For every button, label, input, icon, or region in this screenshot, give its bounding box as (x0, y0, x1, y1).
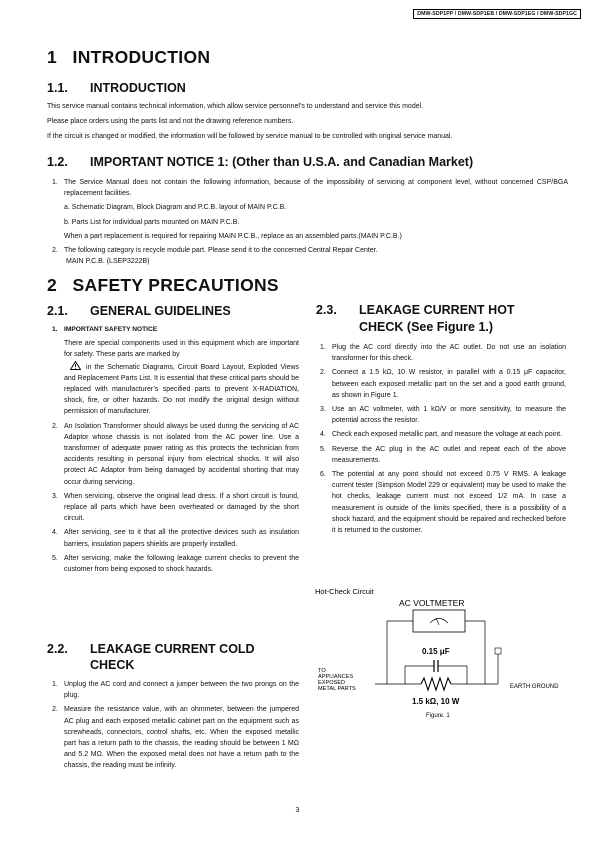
intro-paragraph-3: If the circuit is changed or modified, the information will be followed by service manual to be controlled with original service manual. (47, 133, 453, 140)
list-item: 4. After servicing, see to it that all the protective devices such as insulation barriers, insulation papers shields are properly installed. (52, 529, 299, 548)
list-subitem: MAIN P.C.B. (LSEP3222B) (66, 258, 150, 266)
appliance-label-line: APPLIANCES (318, 674, 354, 680)
guidelines-list (52, 324, 299, 575)
hot-check-circuit-diagram (313, 584, 583, 729)
resistor-zigzag (421, 678, 451, 690)
page-number: 3 (295, 807, 300, 814)
list-item: 2. Measure the resistance value, with an ohmmeter, between the jumpered AC plug and each exposed metallic cabinet part on the equipment such as screwheads, connectors, control shafts, etc. When the exposed metallic part has a return path to the chassis, the reading should be between 1 MΩ and 5.2 MΩ. When the exposed metal does not have a return path to the chassis, the reading must be infinity. (52, 706, 299, 770)
appliance-label-line: METAL PARTS (318, 686, 356, 692)
list-item: 1. The Service Manual does not contain the following information, because of the impossibility of servicing at component level, without concerned CSP/BGA replacement facilities. (52, 179, 568, 198)
appliance-label-line: TO (318, 668, 326, 674)
safety-notice-paragraph: There are special components used in this equipment which are important for safety. These parts are marked by in the Schematic Diagrams, Circuit Board Layout, Exploded Views and Replacement Parts List. It is essential that these critical parts should be replaced with manufacturer’s specified parts to prevent X-RADIATION, shock, fire, or other hazards. Do not modify the original design without permission of manufacturer. (64, 340, 299, 416)
subsection-2-1-heading: 2.1. GENERAL GUIDELINES (47, 304, 231, 318)
list-item: 2. Connect a 1.5 kΩ, 10 W resistor, in parallel with a 0.15 μF capacitor, between each exposed metallic part on the set and a good earth ground, as shown in Figure 1. (320, 369, 566, 399)
list-item: 2. The following category is recycle module part. Please send it to the concerned Central Repair Center. (52, 247, 378, 255)
section-number: 1 (47, 47, 58, 67)
capacitor-label: 0.15 μF (422, 647, 450, 656)
cold-check-list (52, 679, 299, 772)
list-item: 3. Use an AC voltmeter, with 1 kΩ/V or more sensitivity, to measure the potential across the resistor. (320, 406, 566, 425)
list-subitem: When a part replacement is required for repairing MAIN P.C.B., replace as an assembled parts.(MAIN P.C.B.) (64, 232, 402, 240)
intro-paragraph-1: This service manual contains technical information, which allow service personnel’s to understand and service this model. (47, 103, 424, 110)
list-item: 1. Plug the AC cord directly into the AC outlet. Do not use an isolation transformer for this check. (320, 344, 566, 363)
appliance-label-line: EXPOSED (318, 680, 346, 686)
section-2-heading: 2 SAFETY PRECAUTIONS (47, 275, 279, 295)
subsection-1-2-heading: 1.2. IMPORTANT NOTICE 1: (Other than U.S.A. and Canadian Market) (47, 155, 474, 169)
list-item: 5. After servicing, make the following leakage current checks to prevent the customer from being exposed to shock hazards. (52, 554, 299, 574)
figure-caption: Figure. 1 (426, 713, 450, 719)
meter-dial-icon (430, 619, 448, 624)
list-item: 2. An Isolation Transformer should always be used during the servicing of AC Adaptor whose chassis is not isolated from the AC power line. Use a transformer of adequate power rating as this protects the technician from accidents resulting in personal injury from electrical shocks. It will also protect AC Adaptor from being damaged by accidental shorting that may occur during servicing. (52, 422, 299, 486)
list-item: 5. Reverse the AC plug in the AC outlet and repeat each of the above measurements. (320, 445, 566, 464)
subsection-2-3-heading: 2.3. LEAKAGE CURRENT HOT CHECK (See Figure 1.) (316, 303, 515, 334)
list-item: 3. When servicing, observe the original lead dress. If a short circuit is found, replace all parts which have been overheated or damaged by the short circuit. (52, 492, 299, 523)
circuit-caption: Hot-Check Circuit (315, 587, 374, 596)
model-number-header: DMW-SDP1PP / DMW-SDP1EB / DMW-SDP1EG / DMW-SDP1GC (413, 9, 581, 19)
subsection-1-1-heading: 1.1. INTRODUCTION (47, 81, 186, 95)
notice-list (52, 177, 568, 267)
intro-paragraph-2: Please place orders using the parts list and not the drawing reference numbers. (47, 118, 294, 125)
voltmeter-label: AC VOLTMETER (399, 598, 465, 608)
list-item: 1. IMPORTANT SAFETY NOTICE (52, 326, 158, 333)
earth-ground-label: EARTH GROUND (510, 684, 559, 690)
resistor-label: 1.5 kΩ, 10 W (412, 697, 460, 706)
list-subitem: a. Schematic Diagram, Block Diagram and P.C.B. layout of MAIN P.C.B. (64, 204, 287, 212)
list-item: 4. Check each exposed metallic part, and measure the voltage at each point. (320, 431, 562, 439)
list-item: 1. Unplug the AC cord and connect a jumper between the two prongs on the plug. (52, 681, 299, 700)
hot-check-list (320, 342, 566, 536)
section-title: INTRODUCTION (72, 47, 211, 67)
section-1-heading (47, 47, 210, 68)
subsection-2-2-heading: 2.2. LEAKAGE CURRENT COLD CHECK (47, 642, 255, 672)
list-item: 6. The potential at any point should not exceed 0.75 V RMS. A leakage current tester (Simpson Model 229 or equivalent) may be used to make the hot checks, leakage current must not exceed 1/2 mA. In case a measurement is outside of the limits specified, there is a possibility of a shock hazard, and the equipment should be repaired and rechecked before it is returned to the customer. (320, 471, 566, 535)
voltmeter-box (413, 610, 465, 632)
warning-triangle-icon (70, 361, 81, 370)
list-subitem: b. Parts List for individual parts mounted on MAIN P.C.B. (64, 218, 240, 226)
